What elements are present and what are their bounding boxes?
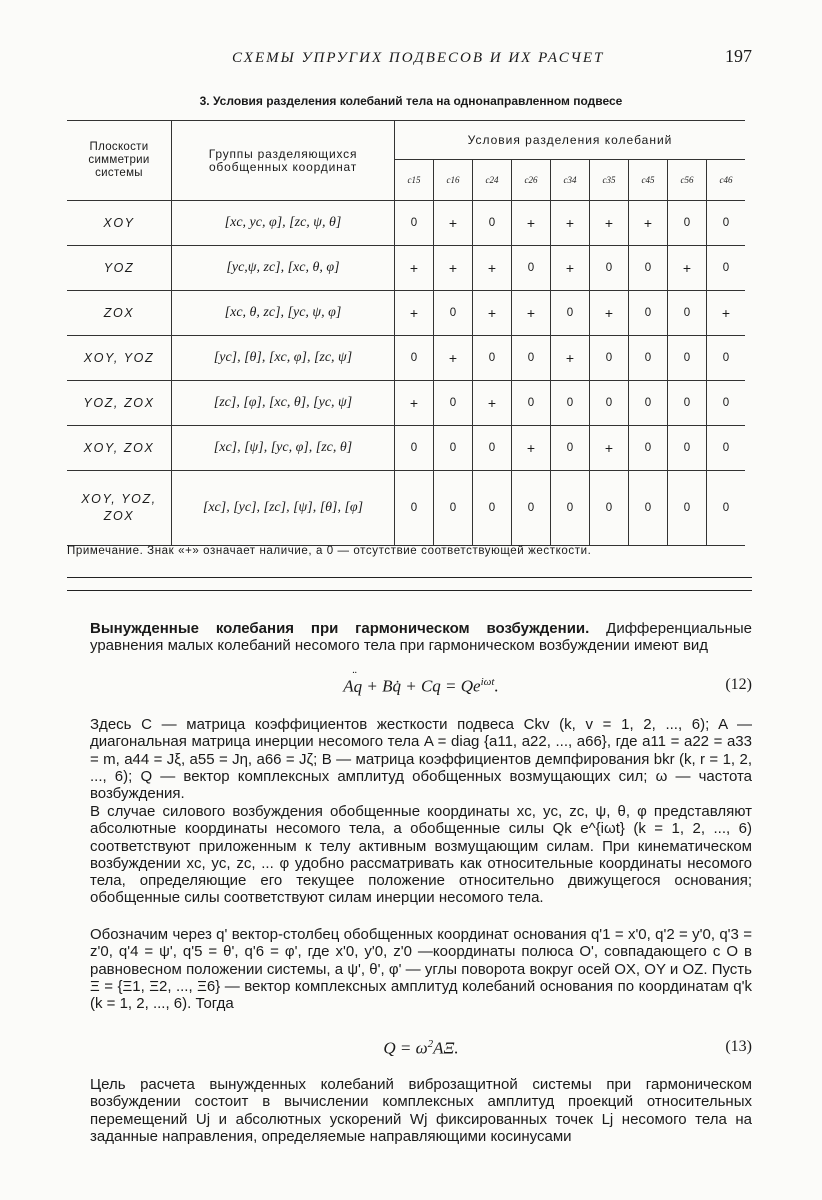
table-caption: 3. Условия разделения колебаний тела на однонаправленном подвесе [199, 94, 623, 108]
plane-cell: YOZ, ZOX [67, 381, 172, 426]
condition-cell: + [395, 381, 434, 426]
condition-cell: 0 [590, 381, 629, 426]
condition-cell: 0 [434, 471, 473, 546]
condition-cell: 0 [707, 336, 746, 381]
condition-cell: + [668, 246, 707, 291]
condition-cell: 0 [590, 336, 629, 381]
c-label-c16: c16 [434, 160, 473, 201]
c-label-c56: c56 [668, 160, 707, 201]
condition-cell: + [434, 336, 473, 381]
plane-cell: YOZ [67, 246, 172, 291]
condition-cell: + [629, 201, 668, 246]
condition-cell: 0 [473, 471, 512, 546]
c-label-c35: c35 [590, 160, 629, 201]
condition-cell: + [551, 201, 590, 246]
table-row [67, 291, 745, 336]
col-header-groups: Группы разделяющихся обобщенных координат [172, 121, 395, 201]
equation-12-number: (12) [725, 676, 752, 693]
page-number: 197 [725, 46, 752, 66]
separation-table [67, 120, 745, 546]
condition-cell: 0 [395, 471, 434, 546]
condition-cell: 0 [551, 471, 590, 546]
paragraph-1-text: Дифференциальные уравнения малых колебаний несомого тела при гармоническом возбуждении имеют вид [90, 620, 752, 655]
paragraph-5: Цель расчета вынужденных колебаний виброзащитной системы при гармоническом возбуждении состоит в вычислении комплексных амплитуд проекций относительных перемещений Uj и абсолютных ускорений Wj фиксированных точек Lj несомого тела на заданные направления, определяемые направляющими косинусами [90, 1076, 752, 1145]
condition-cell: 0 [395, 201, 434, 246]
condition-cell: 0 [473, 336, 512, 381]
table-row [67, 201, 745, 246]
c-label-c34: c34 [551, 160, 590, 201]
condition-cell: 0 [707, 201, 746, 246]
condition-cell: 0 [551, 426, 590, 471]
condition-cell: 0 [629, 336, 668, 381]
condition-cell: 0 [668, 336, 707, 381]
running-title: СХЕМЫ УПРУГИХ ПОДВЕСОВ И ИХ РАСЧЕТ [232, 50, 605, 66]
paragraph-3: В случае силового возбуждения обобщенные координаты xc, yc, zc, ψ, θ, φ представляют абсолютные координаты несомого тела, а обобщенные силы Qk e^{iωt} (k = 1, 2, ..., 6) соответствуют приложенным к телу активным возмущающим силам. При кинематическом возбуждении xc, yc, zc, ... φ удобно рассматривать как относительные координаты несомого тела, определяющие его текущее положение относительно движущегося основания; обобщенные силы соответствуют силам инерции несомого тела. [90, 803, 752, 907]
plane-cell: XOY, ZOX [67, 426, 172, 471]
condition-cell: 0 [590, 471, 629, 546]
col-header-conditions: Условия разделения колебаний [395, 121, 746, 160]
condition-cell: 0 [707, 246, 746, 291]
plane-cell: XOY [67, 201, 172, 246]
condition-cell: 0 [512, 381, 551, 426]
condition-cell: + [512, 291, 551, 336]
condition-cell: + [551, 336, 590, 381]
condition-cell: + [512, 426, 551, 471]
rule-bottom [67, 590, 752, 591]
condition-cell: 0 [551, 291, 590, 336]
paragraph-4: Обозначим через q' вектор-столбец обобщенных координат основания q'1 = x'0, q'2 = y'0, q'3 = z'0, q'4 = ψ', q'5 = θ', q'6 = φ', где x'0, y'0, z'0 —координаты полюса O', совпадающего с O в равновесном положении системы, а ψ', θ', φ' — углы поворота вокруг осей OX, OY и OZ. Пусть Ξ = {Ξ1, Ξ2, ..., Ξ6} — вектор комплексных амплитуд колебаний основания по координатам q'k (k = 1, 2, ..., 6). Тогда [90, 926, 752, 1013]
paragraph-2: Здесь C — матрица коэффициентов жесткости подвеса Ckv (k, v = 1, 2, ..., 6); A — диагональная матрица инерции несомого тела A = diag {a11, a22, ..., a66}, где a11 = a22 = a33 = m, a44 = Jξ, a55 = Jη, a66 = Jζ; B — матрица коэффициентов демпфирования bkr (k, r = 1, 2, ..., 6); Q — вектор комплексных амплитуд обобщенных возмущающих сил; ω — частота возбуждения. [90, 716, 752, 803]
condition-cell: 0 [629, 381, 668, 426]
c-label-c24: c24 [473, 160, 512, 201]
condition-cell: + [395, 291, 434, 336]
plane-cell: XOY, YOZ [67, 336, 172, 381]
page-header [0, 44, 822, 74]
paragraph-1 [90, 620, 752, 655]
condition-cell: + [551, 246, 590, 291]
condition-cell: 0 [473, 201, 512, 246]
groups-cell: [yc,ψ, zc], [xc, θ, φ] [172, 246, 395, 291]
condition-cell: 0 [551, 381, 590, 426]
groups-cell: [xc], [yc], [zc], [ψ], [θ], [φ] [172, 471, 395, 546]
condition-cell: 0 [629, 246, 668, 291]
condition-cell: 0 [629, 426, 668, 471]
condition-cell: + [707, 291, 746, 336]
condition-cell: 0 [707, 471, 746, 546]
condition-cell: 0 [668, 381, 707, 426]
condition-cell: + [590, 291, 629, 336]
equation-12 [90, 676, 752, 698]
table-row [67, 246, 745, 291]
table-note: Примечание. Знак «+» означает наличие, а 0 — отсутствие соответствующей жесткости. [67, 545, 592, 557]
equation-13-expr: $Q = \omega^2A\Xi$. [383, 1038, 459, 1058]
equation-13 [90, 1038, 752, 1060]
condition-cell: 0 [629, 471, 668, 546]
table-body [67, 201, 745, 546]
groups-cell: [xc], [ψ], [yc, φ], [zc, θ] [172, 426, 395, 471]
condition-cell: + [590, 201, 629, 246]
condition-cell: 0 [629, 291, 668, 336]
condition-cell: 0 [434, 381, 473, 426]
condition-cell: + [473, 291, 512, 336]
condition-cell: + [512, 201, 551, 246]
table-row [67, 471, 745, 546]
table-row [67, 381, 745, 426]
condition-cell: 0 [512, 471, 551, 546]
condition-cell: 0 [590, 246, 629, 291]
groups-cell: [yc], [θ], [xc, φ], [zc, ψ] [172, 336, 395, 381]
groups-cell: [xc, θ, zc], [yc, ψ, φ] [172, 291, 395, 336]
c-label-c26: c26 [512, 160, 551, 201]
condition-cell: 0 [668, 471, 707, 546]
condition-cell: 0 [707, 381, 746, 426]
paragraph-1-heading: Вынужденные колебания при гармоническом возбуждении. [90, 620, 590, 637]
condition-cell: 0 [512, 246, 551, 291]
plane-cell: XOY, YOZ, ZOX [67, 471, 172, 546]
plane-cell: ZOX [67, 291, 172, 336]
col-header-plane: Плоскости симметрии системы [67, 121, 172, 201]
equation-13-number: (13) [725, 1038, 752, 1055]
c-label-c15: c15 [395, 160, 434, 201]
condition-cell: + [473, 381, 512, 426]
condition-cell: + [473, 246, 512, 291]
condition-cell: + [395, 246, 434, 291]
condition-cell: 0 [395, 336, 434, 381]
condition-cell: 0 [434, 291, 473, 336]
condition-cell: 0 [668, 426, 707, 471]
condition-cell: 0 [668, 291, 707, 336]
table-row [67, 336, 745, 381]
c-label-c45: c45 [629, 160, 668, 201]
table-row [67, 426, 745, 471]
c-label-c46: c46 [707, 160, 746, 201]
condition-cell: 0 [395, 426, 434, 471]
condition-cell: 0 [668, 201, 707, 246]
condition-cell: + [434, 201, 473, 246]
condition-cell: 0 [473, 426, 512, 471]
condition-cell: 0 [512, 336, 551, 381]
condition-cell: + [434, 246, 473, 291]
groups-cell: [zc], [φ], [xc, θ], [yc, ψ] [172, 381, 395, 426]
rule-top [67, 577, 752, 578]
equation-12-expr: Aq + Bq̇ + $Cq = Qe^{i\omega t}$. [343, 676, 499, 696]
condition-cell: + [590, 426, 629, 471]
condition-cell: 0 [707, 426, 746, 471]
condition-cell: 0 [434, 426, 473, 471]
groups-cell: [xc, yc, φ], [zc, ψ, θ] [172, 201, 395, 246]
